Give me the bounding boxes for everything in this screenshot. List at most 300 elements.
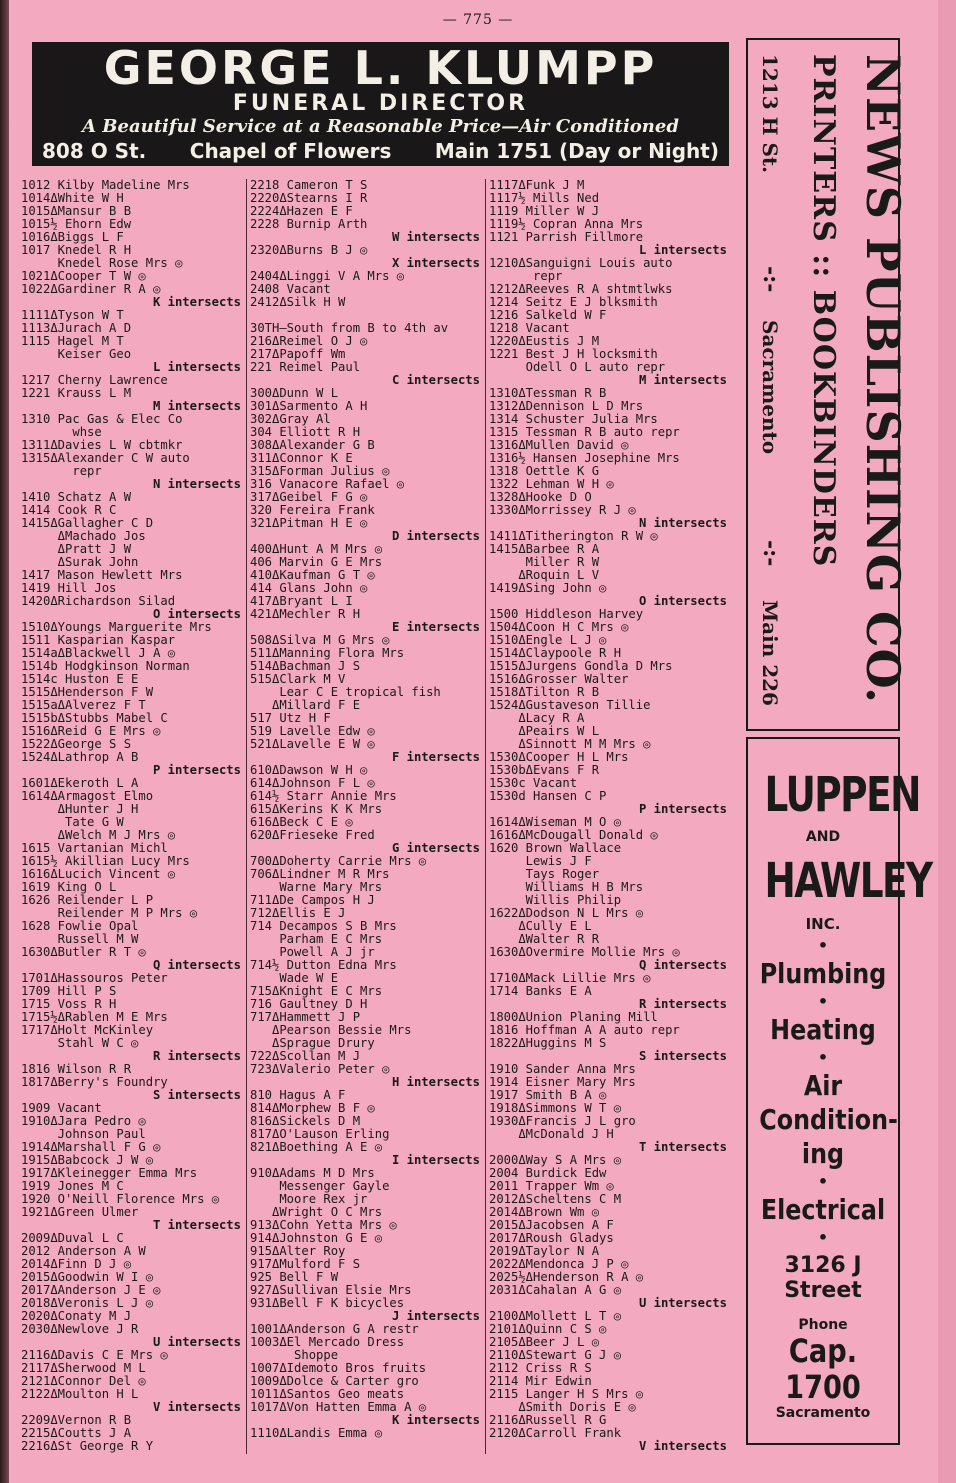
directory-entry: 400ΔHunt A M Mrs ◎ [250,542,383,556]
cross-street-heading: H intersects [391,1075,480,1089]
directory-entry: ΔWalter R R [489,932,600,946]
directory-entry: 2015ΔGoodwin W I ◎ [21,1270,154,1284]
luppen-hawley-ad [746,737,932,1445]
directory-entry: 1530c Vacant [489,776,578,790]
directory-entry: 315ΔForman Julius ◎ [250,464,390,478]
directory-entry: 2116ΔRussell R G [489,1413,607,1427]
directory-entry: 1221 Krauss L M [21,386,132,400]
banner-phone: Main 1751 (Day or Night) [434,139,719,163]
service-air: Air [803,1069,843,1102]
bullet-dot: • [817,1228,829,1247]
directory-entry: 1220ΔEustis J M [489,334,600,348]
directory-entry: 2020ΔConaty M J [21,1309,132,1323]
directory-entry: 1119 Miller W J [489,204,600,218]
directory-entry: Moore Rex jr [250,1192,368,1206]
directory-column-3 [489,179,729,1459]
page-number: — 775 — [442,12,514,28]
directory-entry: 304 Elliott R H [250,425,361,439]
directory-entry: 1516ΔGrosser Walter [489,672,629,686]
column-rule [246,179,247,1454]
directory-entry: 2224ΔHazen E F [250,204,353,218]
ad-inc: INC. [805,915,841,933]
directory-entry: 1216 Salkeld W F [489,308,607,322]
directory-entry: ΔWelch M J Mrs ◎ [21,828,176,842]
directory-entry: 1515ΔHenderson F W [21,685,154,699]
directory-entry: 410ΔKaufman G T ◎ [250,568,375,582]
directory-entry: 1410 Schatz A W [21,490,132,504]
directory-entry: 1910ΔJara Pedro ◎ [21,1114,146,1128]
directory-entry: 910ΔAdams M D Mrs [250,1166,375,1180]
separator-ornament: -:- [758,266,784,293]
luppen-name: LUPPEN [764,767,920,823]
directory-entry: 1318 Oettle K G [489,464,600,478]
directory-entry: 2014ΔFinn D J ◎ [21,1257,132,1271]
separator-ornament: -:- [758,540,784,567]
directory-entry: 2011 Trapper Wm ◎ [489,1179,614,1193]
directory-entry: 1415ΔGallagher C D [21,516,154,530]
directory-entry: 1816 Hoffman A A auto repr [489,1023,680,1037]
directory-entry: 1514aΔBlackwell J A ◎ [21,646,176,660]
directory-entry: 2000ΔWay S A Mrs ◎ [489,1153,622,1167]
directory-entry: 1616ΔMcDougall Donald ◎ [489,828,658,842]
directory-entry: 2100ΔMollett L T ◎ [489,1309,622,1323]
directory-entry: 2009ΔDuval L C [21,1231,124,1245]
directory-entry: Warne Mary Mrs [250,880,383,894]
directory-entry: 2218 Cameron T S [250,178,368,192]
directory-entry: 1626 Reilender L P [21,893,154,907]
cross-street-heading: Q intersects [152,958,241,972]
cross-street-heading: K intersects [152,295,241,309]
directory-entry: whse [21,425,102,439]
directory-entry: 2114 Mir Edwin [489,1374,592,1388]
directory-entry: ΔSprague Drury [250,1036,375,1050]
directory-entry: 2031ΔCahalan A G ◎ [489,1283,622,1297]
directory-entry: 614ΔJohnson F L ◎ [250,776,375,790]
directory-entry: 1310ΔTessman R B [489,386,607,400]
directory-entry: 700ΔDoherty Carrie Mrs ◎ [250,854,427,868]
directory-entry: 1921ΔGreen Ulmer [21,1205,139,1219]
bullet-dot: • [817,1048,829,1067]
directory-entry: 717ΔHammett J P [250,1010,361,1024]
cross-street-heading: W intersects [391,230,480,244]
directory-entry: 1522ΔGeorge S S [21,737,132,751]
news-publishing-services: PRINTERS :: BOOKBINDERS [806,54,841,568]
bullet-dot: • [817,1172,829,1191]
directory-entry: ΔPratt J W [21,542,132,556]
directory-entry: 1619 King O L [21,880,117,894]
directory-entry: 1420ΔRichardson Silad [21,594,176,608]
directory-entry: 320 Fereira Frank [250,503,375,517]
cross-street-heading: N intersects [638,516,727,530]
bullet-dot: • [817,936,829,955]
directory-entry: 1113ΔJurach A D [21,321,132,335]
directory-entry: 821ΔBoething A E ◎ [250,1140,383,1154]
directory-entry: 1616ΔLucich Vincent ◎ [21,867,176,881]
directory-entry: 2115 Langer H S Mrs ◎ [489,1387,644,1401]
directory-entry: 723ΔValerio Peter ◎ [250,1062,390,1076]
directory-entry: 722ΔScollan M J [250,1049,361,1063]
directory-entry: 714 Decampos S B Mrs [250,919,397,933]
directory-entry: Reilender M P Mrs ◎ [21,906,198,920]
directory-entry: 1312ΔDennison L D Mrs [489,399,644,413]
cross-street-heading: R intersects [152,1049,241,1063]
directory-entry: 308ΔAlexander G B [250,438,375,452]
directory-entry: ΔPearson Bessie Mrs [250,1023,412,1037]
cross-street-heading: N intersects [152,477,241,491]
directory-column-2 [250,179,482,1459]
cross-street-heading: U intersects [638,1296,727,1310]
directory-entry: Stahl W C ◎ [21,1036,139,1050]
directory-entry: 1909 Vacant [21,1101,102,1115]
directory-entry: 2215ΔCoutts J A [21,1426,132,1440]
directory-entry: 217ΔPapoff Wm [250,347,346,361]
funeral-home-name: GEORGE L. KLUMPP [103,41,658,95]
directory-entry: 1009ΔDolce & Carter gro [250,1374,419,1388]
directory-entry: 1614ΔArmagost Elmo [21,789,154,803]
directory-entry: 1917ΔKleinegger Emma Mrs [21,1166,198,1180]
directory-entry: 2014ΔBrown Wm ◎ [489,1205,600,1219]
directory-entry: 1515aΔAlverez F T [21,698,146,712]
directory-entry: ΔLacy R A [489,711,585,725]
directory-entry: 1111ΔTyson W T [21,308,124,322]
banner-chapel: Chapel of Flowers [189,139,392,163]
directory-entry: Parham E C Mrs [250,932,383,946]
service-electrical: Electrical [760,1193,886,1226]
directory-entry: 2120ΔCarroll Frank [489,1426,622,1440]
directory-entry: 1614ΔWiseman M O ◎ [489,815,622,829]
directory-entry: 2025½ΔHenderson R A ◎ [489,1270,644,1284]
directory-entry: 2320ΔBurns B J ◎ [250,243,368,257]
directory-entry: Powell A J jr [250,945,375,959]
directory-entry: Odell O L auto repr [489,360,666,374]
page-edge [0,0,9,1483]
cross-street-heading: Q intersects [638,958,727,972]
directory-entry: 1217 Cherny Lawrence [21,373,168,387]
directory-entry: 1315ΔAlexander C W auto [21,451,190,465]
service-plumbing: Plumbing [759,957,887,990]
luppen-phone-label: Phone [798,1317,848,1333]
directory-entry: Willis Philip [489,893,622,907]
cross-street-heading: I intersects [391,1153,480,1167]
directory-entry: 1012 Kilby Madeline Mrs [21,178,190,192]
directory-entry: 2228 Burnip Arth [250,217,368,231]
directory-entry: ΔPeairs W L [489,724,600,738]
directory-entry: 2012ΔScheltens C M [489,1192,622,1206]
service-ing: ing [801,1137,845,1170]
directory-entry: 1910 Sander Anna Mrs [489,1062,636,1076]
funeral-director-title: FUNERAL DIRECTOR [232,91,529,116]
directory-entry: 1328ΔHooke D O [489,490,592,504]
directory-entry: 1914 Eisner Mary Mrs [489,1075,636,1089]
directory-entry: 1530d Hansen C P [489,789,607,803]
cross-street-heading: M intersects [152,399,241,413]
directory-entry: 1419 Hill Jos [21,581,117,595]
directory-entry: 421ΔMechler R H [250,607,361,621]
directory-entry: 517 Utz H F [250,711,331,725]
directory-entry: 1330ΔMorrissey R J ◎ [489,503,636,517]
directory-entry: 712ΔEllis E J [250,906,346,920]
directory-entry: 1117½ Mills Ned [489,191,600,205]
directory-entry: 2412ΔSilk H W [250,295,346,309]
news-publishing-city: Sacramento [758,320,782,455]
directory-entry: 1419ΔSing John ◎ [489,581,607,595]
bullet-dot: • [817,992,829,1011]
directory-entry: Messenger Gayle [250,1179,390,1193]
directory-entry: 715ΔKnight E C Mrs [250,984,383,998]
hawley-name: HAWLEY [764,853,932,909]
directory-entry: 1714 Banks E A [489,984,592,998]
directory-entry: 810 Hagus A F [250,1088,346,1102]
directory-entry: 1601ΔEkeroth L A [21,776,139,790]
directory-entry: 30TH—South from B to 4th av [250,321,449,335]
directory-entry: ΔRoquin L V [489,568,600,582]
directory-entry: 1316½ Hansen Josephine Mrs [489,451,680,465]
directory-entry: repr [21,464,102,478]
directory-entry: 1218 Vacant [489,321,570,335]
directory-entry: ΔCully E L [489,919,592,933]
directory-entry: 2404ΔLinggi V A Mrs ◎ [250,269,405,283]
luppen-phone: Cap. 1700 [785,1332,861,1406]
directory-entry: 1628 Fowlie Opal [21,919,139,933]
directory-entry: 1715½ΔRablen M E Mrs [21,1010,168,1024]
directory-entry: 1411ΔTitherington R W ◎ [489,529,658,543]
directory-entry: 2110ΔStewart G J ◎ [489,1348,622,1362]
directory-entry: 1017ΔVon Hatten Emma A ◎ [250,1400,427,1414]
cross-street-heading: V intersects [152,1400,241,1414]
directory-entry: 301ΔSarmento A H [250,399,368,413]
directory-entry: 1115 Hagel M T [21,334,124,348]
cross-street-heading: O intersects [638,594,727,608]
directory-entry: 1817ΔBerry's Foundry [21,1075,168,1089]
directory-entry: 406 Marvin G E Mrs [250,555,383,569]
directory-entry: 1510ΔYoungs Marguerite Mrs [21,620,212,634]
directory-entry: 1914ΔMarshall F G ◎ [21,1140,161,1154]
directory-entry: 508ΔSilva M G Mrs ◎ [250,633,390,647]
directory-entry: Miller R W [489,555,600,569]
directory-entry: 2105ΔBeer J L ◎ [489,1335,600,1349]
cross-street-heading: O intersects [152,607,241,621]
banner-slogan: A Beautiful Service at a Reasonable Price—Air Conditioned [82,116,679,137]
directory-entry: 615ΔKerins K K Mrs [250,802,383,816]
luppen-city: Sacramento [775,1405,871,1421]
directory-entry: ΔWright O C Mrs [250,1205,383,1219]
directory-entry: 1021ΔCooper T W ◎ [21,269,146,283]
directory-entry: 2004 Burdick Edw [489,1166,607,1180]
directory-entry: ΔMachado Jos [21,529,146,543]
cross-street-heading: M intersects [638,373,727,387]
directory-entry: Johnson Paul [21,1127,146,1141]
cross-street-heading: F intersects [391,750,480,764]
banner-address: 808 O St. [42,139,147,163]
directory-entry: 417ΔBryant L I [250,594,353,608]
directory-entry: 2012 Anderson A W [21,1244,146,1258]
directory-entry: 814ΔMorphew B F ◎ [250,1101,375,1115]
directory-entry: 311ΔConnor K E [250,451,353,465]
directory-entry: 915ΔAlter Roy [250,1244,346,1258]
directory-entry: 2216ΔSt George R Y [21,1439,154,1453]
directory-entry: 714½ Dutton Edna Mrs [250,958,397,972]
news-publishing-address: 1213 H St. [758,54,782,174]
directory-entry: 1822ΔHuggins M S [489,1036,607,1050]
directory-entry: 1930ΔFrancis J L gro [489,1114,636,1128]
directory-entry: 414 Glans John ◎ [250,581,368,595]
directory-entry: 1414 Cook R C [21,503,117,517]
directory-entry: 1514c Huston E E [21,672,139,686]
directory-entry: Wade W E [250,971,339,985]
cross-street-heading: L intersects [152,360,241,374]
directory-entry: 1917 Smith B A ◎ [489,1088,607,1102]
directory-entry: 1515bΔStubbs Mabel C [21,711,168,725]
directory-entry: 1615½ Akillian Lucy Mrs [21,854,190,868]
directory-entry: 1514ΔClaypoole R H [489,646,622,660]
directory-entry: 1715 Voss R H [21,997,117,1011]
directory-entry: 221 Reimel Paul [250,360,361,374]
directory-entry: 316 Vanacore Rafael ◎ [250,477,405,491]
directory-entry: 1524ΔGustaveson Tillie [489,698,651,712]
directory-entry: Russell M W [21,932,139,946]
directory-entry: 514ΔBachman J S [250,659,361,673]
directory-entry: 2408 Vacant [250,282,331,296]
directory-entry: 1710ΔMack Lillie Mrs ◎ [489,971,651,985]
directory-column-1 [21,179,243,1459]
directory-entry: 1514b Hodgkinson Norman [21,659,190,673]
news-publishing-phone: Main 226 [758,600,782,706]
directory-entry: 519 Lavelle Edw ◎ [250,724,375,738]
directory-entry: 1415ΔBarbee R A [489,542,600,556]
cross-street-heading: L intersects [638,243,727,257]
ad-and: AND [805,829,841,845]
directory-entry: 1001ΔAnderson G A restr [250,1322,419,1336]
directory-entry: Williams H B Mrs [489,880,644,894]
directory-entry: 1515ΔJurgens Gondla D Mrs [489,659,673,673]
cross-street-heading: D intersects [391,529,480,543]
directory-entry: Knedel Rose Mrs ◎ [21,256,183,270]
directory-entry: 300ΔDunn W L [250,386,339,400]
directory-entry: 1417 Mason Hewlett Mrs [21,568,183,582]
directory-entry: 1800ΔUnion Planing Mill [489,1010,658,1024]
service-heating: Heating [770,1013,876,1046]
directory-entry: ΔSmith Doris E ◎ [489,1400,636,1414]
directory-entry: 1015½ Ehorn Edw [21,217,132,231]
directory-entry: 1622ΔDodson N L Mrs ◎ [489,906,644,920]
klumpp-banner-ad [32,42,729,166]
directory-entry: 913ΔCohn Yetta Mrs ◎ [250,1218,397,1232]
directory-entry: 1701ΔHassouros Peter [21,971,168,985]
news-publishing-ad [746,38,910,731]
directory-entry: 2017ΔRoush Gladys [489,1231,614,1245]
directory-entry: 511ΔManning Flora Mrs [250,646,405,660]
directory-entry: 1016ΔBiggs L F [21,230,124,244]
directory-entry: 620ΔFrieseke Fred [250,828,375,842]
cross-street-heading: T intersects [152,1218,241,1232]
cross-street-heading: V intersects [638,1439,727,1453]
directory-entry: 927ΔSullivan Elsie Mrs [250,1283,412,1297]
directory-entry: 711ΔDe Campos H J [250,893,375,907]
directory-entry: Tays Roger [489,867,600,881]
directory-entry: 321ΔPitman H E ◎ [250,516,368,530]
directory-entry: 1017 Knedel R H [21,243,132,257]
directory-entry: 2209ΔVernon R B [21,1413,132,1427]
directory-entry: 1311ΔDavies L W cbtmkr [21,438,183,452]
directory-entry: 1022ΔGardiner R A ◎ [21,282,161,296]
cross-street-heading: K intersects [391,1413,480,1427]
directory-entry: 1003ΔEl Mercado Dress [250,1335,405,1349]
directory-entry: ΔSinnott M M Mrs ◎ [489,737,651,751]
directory-entry: 610ΔDawson W H ◎ [250,763,368,777]
directory-entry: 1511 Kasparian Kaspar [21,633,176,647]
directory-entry: 817ΔO'Lauson Erling [250,1127,390,1141]
directory-entry: 1630ΔOvermire Mollie Mrs ◎ [489,945,680,959]
directory-entry: 2101ΔQuinn C S ◎ [489,1322,607,1336]
directory-entry: ΔSurak John [21,555,139,569]
directory-entry: 1615 Vartanian Michl [21,841,168,855]
directory-entry: 1510ΔEngle L J ◎ [489,633,607,647]
directory-entry: 1504ΔCoon H C Mrs ◎ [489,620,629,634]
directory-entry: 1516ΔReid G E Mrs ◎ [21,724,161,738]
banner-contact-line [32,138,729,164]
page-spine [938,0,956,1483]
directory-entry: 216ΔReimel O J ◎ [250,334,368,348]
directory-entry: 1919 Jones M C [21,1179,124,1193]
directory-entry: 2122ΔMoulton H L [21,1387,139,1401]
directory-entry: 1620 Brown Wallace [489,841,622,855]
directory-entry: 2018ΔVeronis L J ◎ [21,1296,154,1310]
cross-street-heading: X intersects [391,256,480,270]
directory-entry: 1816 Wilson R R [21,1062,132,1076]
directory-entry: 1316ΔMullen David ◎ [489,438,629,452]
directory-entry: 1322 Lehman W H ◎ [489,477,614,491]
directory-entry: Shoppe [250,1348,339,1362]
directory-entry: 614½ Starr Annie Mrs [250,789,397,803]
directory-entry: 1915ΔBabcock J W ◎ [21,1153,154,1167]
luppen-street: 3126 J Street [784,1253,862,1303]
directory-entry: 716 Gaultney D H [250,997,368,1011]
directory-entry: 1121 Parrish Fillmore [489,230,644,244]
directory-entry: 616ΔBeck C E ◎ [250,815,353,829]
directory-entry: 706ΔLindner M R Mrs [250,867,390,881]
directory-entry: 1117ΔFunk J M [489,178,585,192]
directory-entry: Tate G W [21,815,124,829]
directory-entry: 1709 Hill P S [21,984,117,998]
service-condition: Condition- [759,1103,898,1136]
cross-street-heading: P intersects [152,763,241,777]
directory-entry: 925 Bell F W [250,1270,339,1284]
news-publishing-name: NEWS PUBLISHING CO. [856,54,910,704]
directory-entry: 1920 O'Neill Florence Mrs ◎ [21,1192,220,1206]
directory-entry: 515ΔClark M V [250,672,346,686]
directory-entry: 1014ΔWhite W H [21,191,124,205]
directory-entry: 1530ΔCooper H L Mrs [489,750,629,764]
directory-entry: ΔMillard F E [250,698,361,712]
cross-street-heading: C intersects [391,373,480,387]
directory-entry: 1717ΔHolt McKinley [21,1023,154,1037]
directory-entry: 1530bΔEvans F R [489,763,600,777]
directory-entry: 1500 Hiddleson Harvey [489,607,644,621]
directory-entry: 1007ΔIdemoto Bros fruits [250,1361,427,1375]
directory-entry: ΔHunter J H [21,802,139,816]
directory-entry: 2112 Criss R S [489,1361,592,1375]
directory-entry: 1221 Best J H locksmith [489,347,658,361]
directory-entry: 2117ΔSherwood M L [21,1361,146,1375]
cross-street-heading: G intersects [391,841,480,855]
directory-entry: 1015ΔMansur B B [21,204,132,218]
directory-entry: Lear C E tropical fish [250,685,441,699]
cross-street-heading: U intersects [152,1335,241,1349]
directory-entry: Keiser Geo [21,347,132,361]
directory-entry: 317ΔGeibel F G ◎ [250,490,368,504]
directory-entry: 1524ΔLathrop A B [21,750,139,764]
directory-entry: ΔMcDonald J H [489,1127,614,1141]
